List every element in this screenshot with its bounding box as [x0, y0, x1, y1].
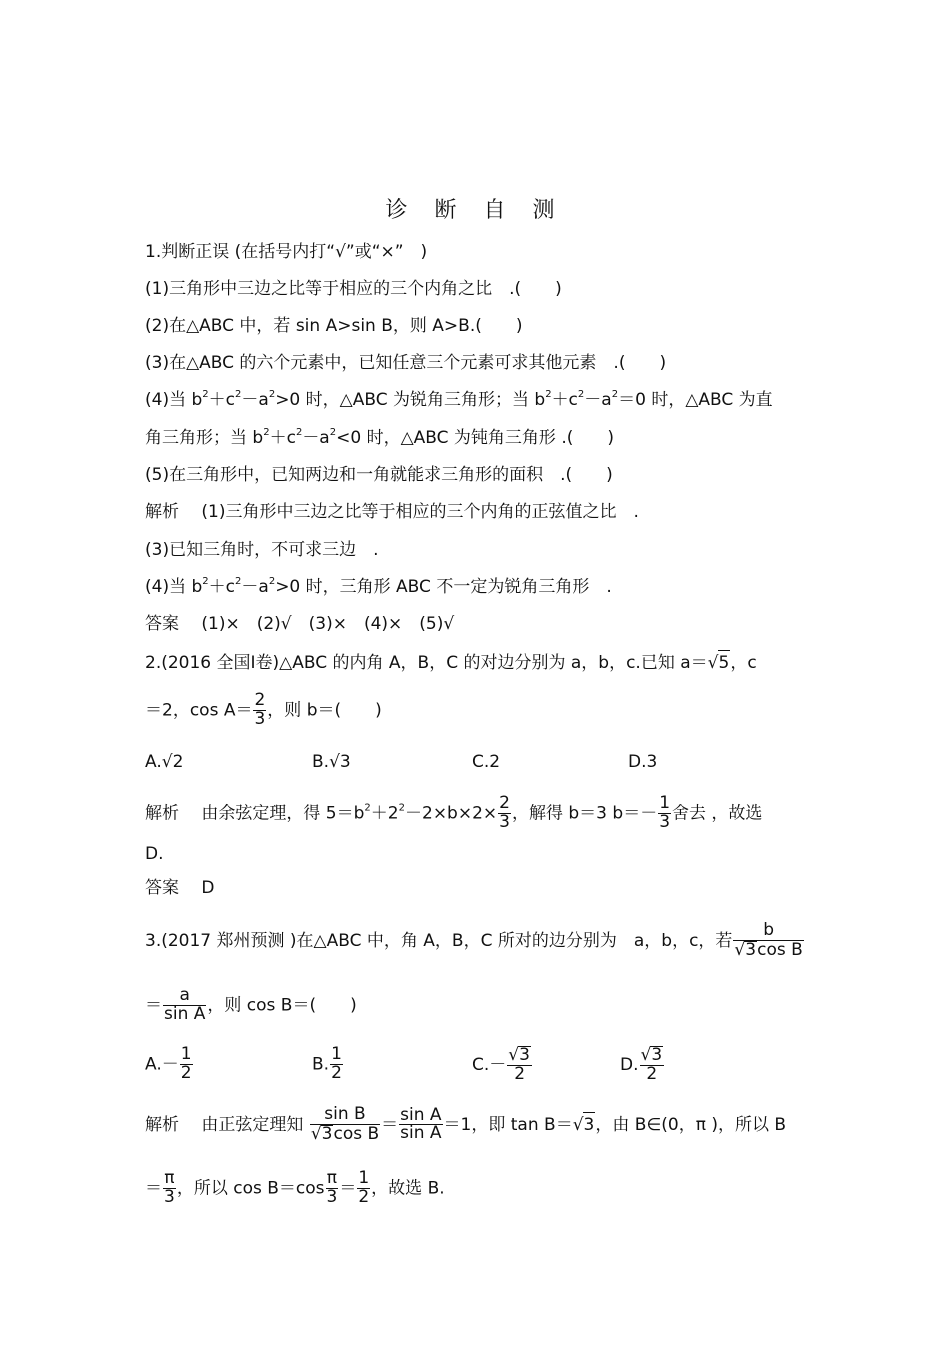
q3-option-c: C.－ $\frac{√3}{2}$ — [472, 1045, 530, 1084]
q1-statement-1: (1)三角形中三边之比等于相应的三个内角之比 .( ) — [145, 279, 562, 299]
q2-option-d: D.3 — [628, 752, 658, 772]
q2-analysis-line2: D. — [145, 844, 164, 864]
q3-analysis-line2: ＝ $\frac{\pi}{3}$ ，所以 cos B＝cos $\frac{\pi}{3}$ ＝ $\frac{1}{2}$ ，故选 B. — [145, 1168, 445, 1207]
q2-heading-line1: 2.(2016 全国Ⅰ卷)△ABC 的内角 A，B，C 的对边分别为 a，b，c.已知 a＝√5，c — [145, 650, 757, 675]
analysis-label: 解析 — [145, 1114, 179, 1135]
q3-option-a: A.－ $\frac{1}{2}$ — [145, 1044, 192, 1083]
q1-analysis-3: (3)已知三角时，不可求三边 . — [145, 540, 379, 560]
answer-value: D — [201, 878, 215, 898]
q3-heading-line1: 3.(2017 郑州预测 )在△ABC 中，角 A，B，C 所对的边分别为 a，b，c，若 $\frac{b}{\text{√3cos B}}$ — [145, 920, 803, 960]
q3-analysis-line1: 解析 由正弦定理知 $\frac{\text{sin B}}{\text{√3cos B}}$ ＝ $\frac{\text{sin A}}{\text{sin A}}$ ＝1，即 tan B＝√3，由 B∈(0，π )，所以 B — [145, 1104, 787, 1144]
q3-option-b: B. $\frac{1}{2}$ — [312, 1044, 342, 1083]
q2-heading-line2: ＝2，cos A＝ $\frac{2}{3}$ ，则 b＝( ) — [145, 690, 382, 729]
page-title: 诊 断 自 测 — [385, 198, 565, 223]
q1-statement-2: (2)在△ABC 中，若 sin A>sin B，则 A>B.( ) — [145, 316, 523, 336]
q2-option-c: C.2 — [472, 752, 501, 772]
q2-option-a: A.√2 — [145, 752, 184, 772]
answer-label: 答案 — [145, 614, 179, 634]
q3-heading-line2: ＝ $\frac{a}{\text{sin A}}$ ，则 cos B＝( ) — [145, 985, 357, 1024]
analysis-label: 解析 — [145, 803, 179, 824]
q1-statement-5: (5)在三角形中，已知两边和一角就能求三角形的面积 .( ) — [145, 465, 613, 485]
q1-analysis-1: 解析 (1)三角形中三边之比等于相应的三个内角的正弦值之比 . — [145, 502, 639, 522]
q1-statement-4-line2: 角三角形；当 $b^2+c^2-a^2<0$ 时，△ABC 为钝角三角形 .( ) — [145, 427, 614, 448]
q1-heading: 1.判断正误 (在括号内打“√”或“×” ) — [145, 242, 428, 262]
answer-label: 答案 — [145, 878, 179, 898]
q1-statement-3: (3)在△ABC 的六个元素中，已知任意三个元素可求其他元素 .( ) — [145, 353, 667, 373]
q1-analysis-4: (4)当 $b^2+c^2-a^2>0$ 时，三角形 ABC 不一定为锐角三角形 . — [145, 576, 612, 597]
q1-statement-4-line1: (4)当 $b^2+c^2-a^2>0$ 时，△ABC 为锐角三角形；当 $b^2+c^2-a^2=0$ 时，△ABC 为直 — [145, 389, 773, 410]
q3-option-d: D. $\frac{√3}{2}$ — [620, 1045, 663, 1084]
q2-answer — [145, 876, 215, 900]
q2-option-b: B.√3 — [312, 752, 351, 772]
q2-analysis-line1: 解析 由余弦定理，得 $5=b^2+2^2-2\times b\times 2\times$ $\frac{2}{3}$ ，解得 b＝3 b＝－ $\frac{1}{3}$ 舍去 ，故选 — [145, 793, 763, 832]
q1-answer: 答案 (1)× (2)√ (3)× (4)× (5)√ — [145, 614, 455, 634]
analysis-label: 解析 — [145, 502, 179, 522]
